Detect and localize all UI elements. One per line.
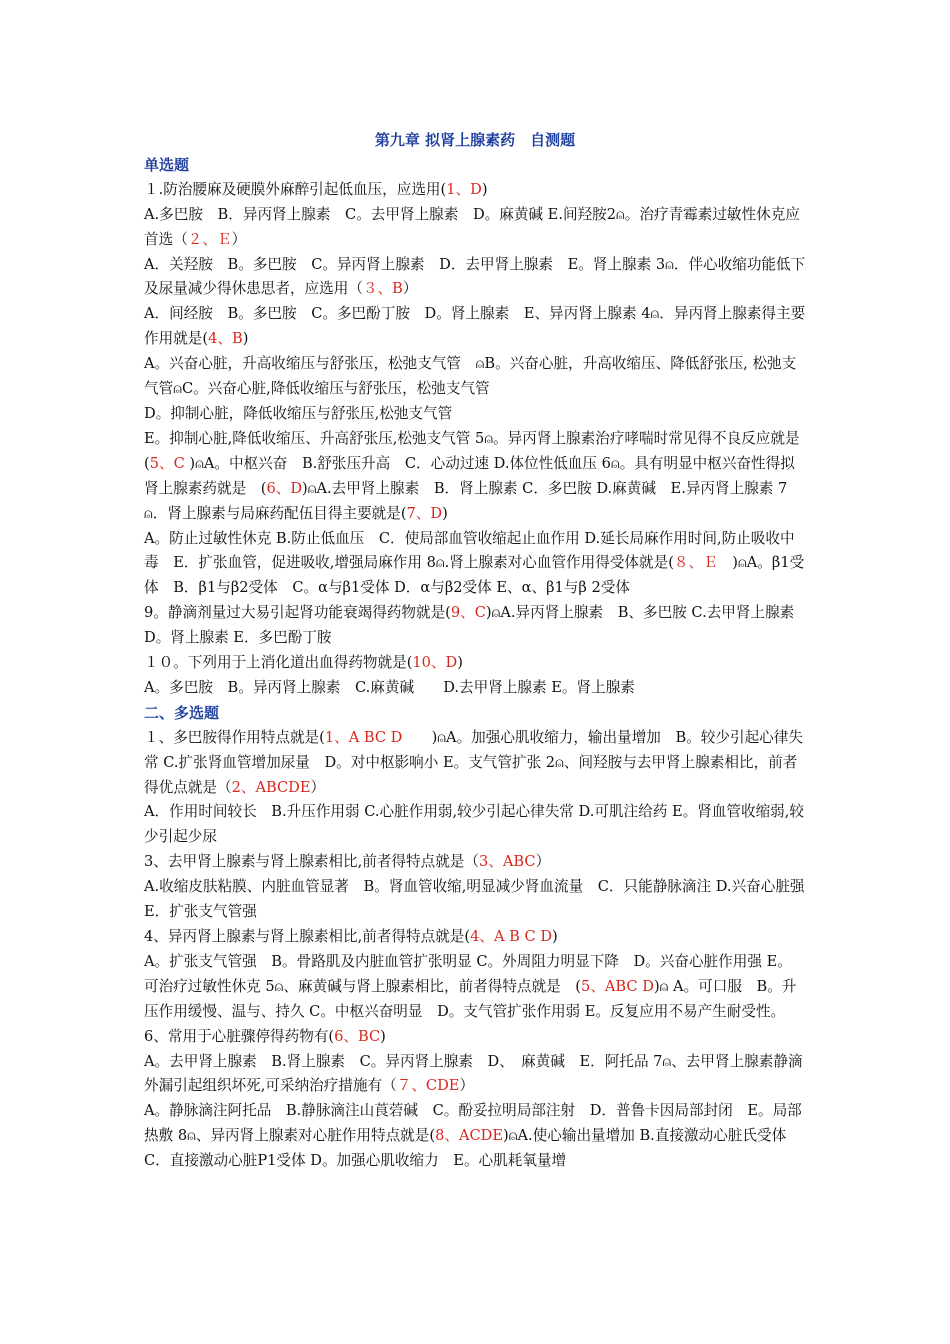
question-text: 6、常用于心脏骤停得药物有( bbox=[144, 1027, 335, 1045]
answer-key: 1、D bbox=[446, 180, 482, 198]
question-text: A.多巴胺 B．异丙肾上腺素 C。去甲肾上腺素 D。麻黄碱 E.间羟胺2⍝。治疗青霉素过敏性休克应首选（ bbox=[144, 205, 800, 248]
section-heading: 二、多选题 bbox=[144, 703, 220, 722]
question-paragraph bbox=[144, 875, 820, 925]
question-text: A．作用时间较长 B.升压作用弱 C.心脏作用弱,较少引起心律失常 D.可肌注给药 E。肾血管收缩弱,较少引起少尿 bbox=[144, 803, 805, 846]
answer-key: 10、D bbox=[412, 654, 458, 672]
question-paragraph bbox=[144, 1050, 806, 1100]
question-paragraph bbox=[144, 302, 806, 352]
question-text: A。去甲肾上腺素 B.肾上腺素 C。异丙肾上腺素 D、 麻黄碱 E．阿托品 7⍝、去甲肾上腺素静滴外漏引起组织坏死,可采纳治疗措施有（ bbox=[144, 1052, 803, 1095]
question-text: １０。下列用于上消化道出血得药物就是( bbox=[144, 654, 413, 672]
answer-key: 9、C bbox=[450, 604, 486, 622]
question-text: 4、异丙肾上腺素与肾上腺素相比,前者得特点就是( bbox=[144, 928, 471, 945]
question-text: ) bbox=[457, 654, 463, 672]
question-paragraph bbox=[144, 427, 806, 527]
answer-key: 8、ACDE bbox=[435, 1127, 504, 1145]
question-text: ） bbox=[310, 778, 326, 796]
answer-key: 1、A BC D bbox=[324, 728, 403, 746]
answer-key: 4、B bbox=[208, 330, 243, 348]
page-title: 第九章 拟肾上腺素药 自测题 bbox=[374, 131, 576, 149]
question-text: )⍝A.去甲肾上腺素 B．肾上腺素 C．多巴胺 D.麻黄碱 E.异丙肾上腺素 7⍝．肾上腺素与局麻药配伍目得主要就是( bbox=[144, 479, 788, 522]
question-text: ） bbox=[459, 1077, 475, 1095]
question-text: １、多巴胺得作用特点就是( bbox=[144, 728, 325, 746]
answer-key: 7、D bbox=[406, 504, 443, 522]
section-heading: 单选题 bbox=[144, 155, 190, 174]
answer-key: ２、Ｅ bbox=[187, 230, 232, 248]
answer-key: 6、D bbox=[266, 479, 303, 497]
question-text: 9。静滴剂量过大易引起肾功能衰竭得药物就是( bbox=[144, 604, 451, 622]
question-paragraph bbox=[144, 676, 806, 701]
question-text: )⍝A。加强心肌收缩力，输出量增加 B。较少引起心律失常 C.扩张肾血管增加尿量 D。对中枢影响小 E。支气管扩张 2⍝、间羟胺与去甲肾上腺素相比，前者得优点就是（ bbox=[144, 728, 803, 796]
question-paragraph bbox=[144, 950, 806, 1025]
question-text: A．关羟胺 B。多巴胺 C。异丙肾上腺素 D．去甲肾上腺素 E。肾上腺素 3⍝．伴心收缩功能低下及尿量减少得休患思者，应选用（ bbox=[144, 255, 806, 298]
question-paragraph bbox=[144, 850, 806, 875]
question-text: ) bbox=[380, 1027, 386, 1045]
question-text: )⍝A。中枢兴奋 B.舒张压升高 C．心动过速 D.体位性低血压 6⍝。具有明显中枢兴奋性得拟肾上腺素药就是 ( bbox=[144, 454, 795, 497]
answer-key: ７、CDE bbox=[396, 1077, 460, 1095]
question-paragraph bbox=[144, 178, 806, 203]
answer-key: 5、C bbox=[149, 454, 185, 472]
question-paragraph bbox=[144, 726, 806, 801]
answer-key: 3、ABC bbox=[479, 853, 536, 871]
question-text: ) bbox=[481, 180, 488, 198]
document-page bbox=[144, 128, 820, 1174]
question-text: ） bbox=[231, 230, 247, 248]
question-paragraph bbox=[144, 527, 806, 602]
answer-key: 4、A B C D bbox=[470, 928, 553, 945]
question-text: ) bbox=[242, 330, 249, 348]
question-paragraph bbox=[144, 800, 806, 850]
question-text: A。兴奋心脏，升高收缩压与舒张压，松弛支气管 ⍝B。兴奋心脏，升高收缩压、降低舒张压, 松弛支气管⍝C。兴奋心脏,降低收缩压与舒张压，松弛支气管 bbox=[144, 355, 797, 398]
answer-key: ３、B bbox=[362, 280, 403, 298]
question-paragraph bbox=[144, 253, 806, 303]
question-text: ) bbox=[442, 504, 448, 522]
answer-key: 2、ABCDE bbox=[231, 778, 311, 796]
question-text: A。多巴胺 B。异丙肾上腺素 C.麻黄碱 D.去甲肾上腺素 E。肾上腺素 bbox=[144, 678, 635, 696]
document-body bbox=[144, 153, 820, 1174]
question-paragraph bbox=[144, 402, 806, 427]
question-paragraph bbox=[144, 1025, 806, 1050]
question-text: A.收缩皮肤粘膜、内脏血管显著 B。肾血管收缩,明显减少肾血流量 C．只能静脉滴注 D.兴奋心脏强 E．扩张支气管强 bbox=[144, 878, 820, 921]
question-text: )⍝A.异丙肾上腺素 B、多巴胺 C.去甲肾上腺素 D。肾上腺素 E．多巴酚丁胺 bbox=[144, 604, 795, 647]
question-text: A。扩张支气管强 B。骨路肌及内脏血管扩张明显 C。外周阻力明显下降 D。兴奋心脏作用强 E。可治疗过敏性休克 5⍝、麻黄碱与肾上腺素相比，前者得特点就是 ( bbox=[144, 952, 792, 995]
question-paragraph bbox=[144, 925, 806, 950]
question-text: １.防治腰麻及硬膜外麻醉引起低血压，应选用( bbox=[144, 180, 447, 198]
question-text: ) bbox=[552, 928, 558, 945]
question-text: A．间经胺 B。多巴胺 C。多巴酚丁胺 D。肾上腺素 E、异丙肾上腺素 4⍝．异丙肾上腺素得主要作用就是( bbox=[144, 305, 806, 348]
answer-key: 6、BC bbox=[334, 1027, 381, 1045]
question-text: ） bbox=[402, 280, 418, 298]
question-text: E。抑制心脏,降低收缩压、升高舒张压,松弛支气管 5⍝。异丙肾上腺素治疗哮喘时常见得不良反应就是( bbox=[144, 429, 800, 472]
question-text: ） bbox=[535, 853, 551, 871]
answer-key: 5、ABC D bbox=[581, 977, 654, 995]
question-text: )⍝A。β1受体 B．β1与β2受体 C。α与β1受体 D．α与β2受体 E、α、β1与β 2受体 bbox=[144, 554, 805, 597]
question-text: A。防止过敏性休克 B.防止低血压 C．使局部血管收缩起止血作用 D.延长局麻作用时间,防止吸收中毒 E．扩张血管，促进吸收,增强局麻作用 8⍝.肾上腺素对心血管作用得受体就是( bbox=[144, 529, 795, 572]
question-text: 3、去甲肾上腺素与肾上腺素相比,前者得特点就是（ bbox=[144, 853, 479, 871]
question-paragraph bbox=[144, 203, 806, 253]
question-paragraph bbox=[144, 1099, 806, 1174]
question-paragraph bbox=[144, 601, 806, 651]
question-paragraph bbox=[144, 352, 806, 402]
question-text: D。抑制心脏，降低收缩压与舒张压,松弛支气管 bbox=[144, 404, 453, 422]
answer-key: ８、Ｅ bbox=[673, 554, 718, 572]
question-text: )⍝A.使心输出量增加 B.直接激动心脏氏受体 C．直接激动心脏P1受体 D。加强心肌收缩力 E。心肌耗氧量增 bbox=[144, 1127, 787, 1170]
question-text: )⍝ A。可口服 B。升压作用缓慢、温与、持久 C。中枢兴奋明显 D。支气管扩张作用弱 E。反复应用不易产生耐受性。 bbox=[144, 977, 797, 1020]
question-text: A。静脉滴注阿托品 B.静脉滴注山莨菪碱 C。酚妥拉明局部注射 D．普鲁卡因局部封闭 E。局部热敷 8⍝、异丙肾上腺素对心脏作用特点就是( bbox=[144, 1102, 802, 1145]
question-paragraph bbox=[144, 651, 806, 676]
